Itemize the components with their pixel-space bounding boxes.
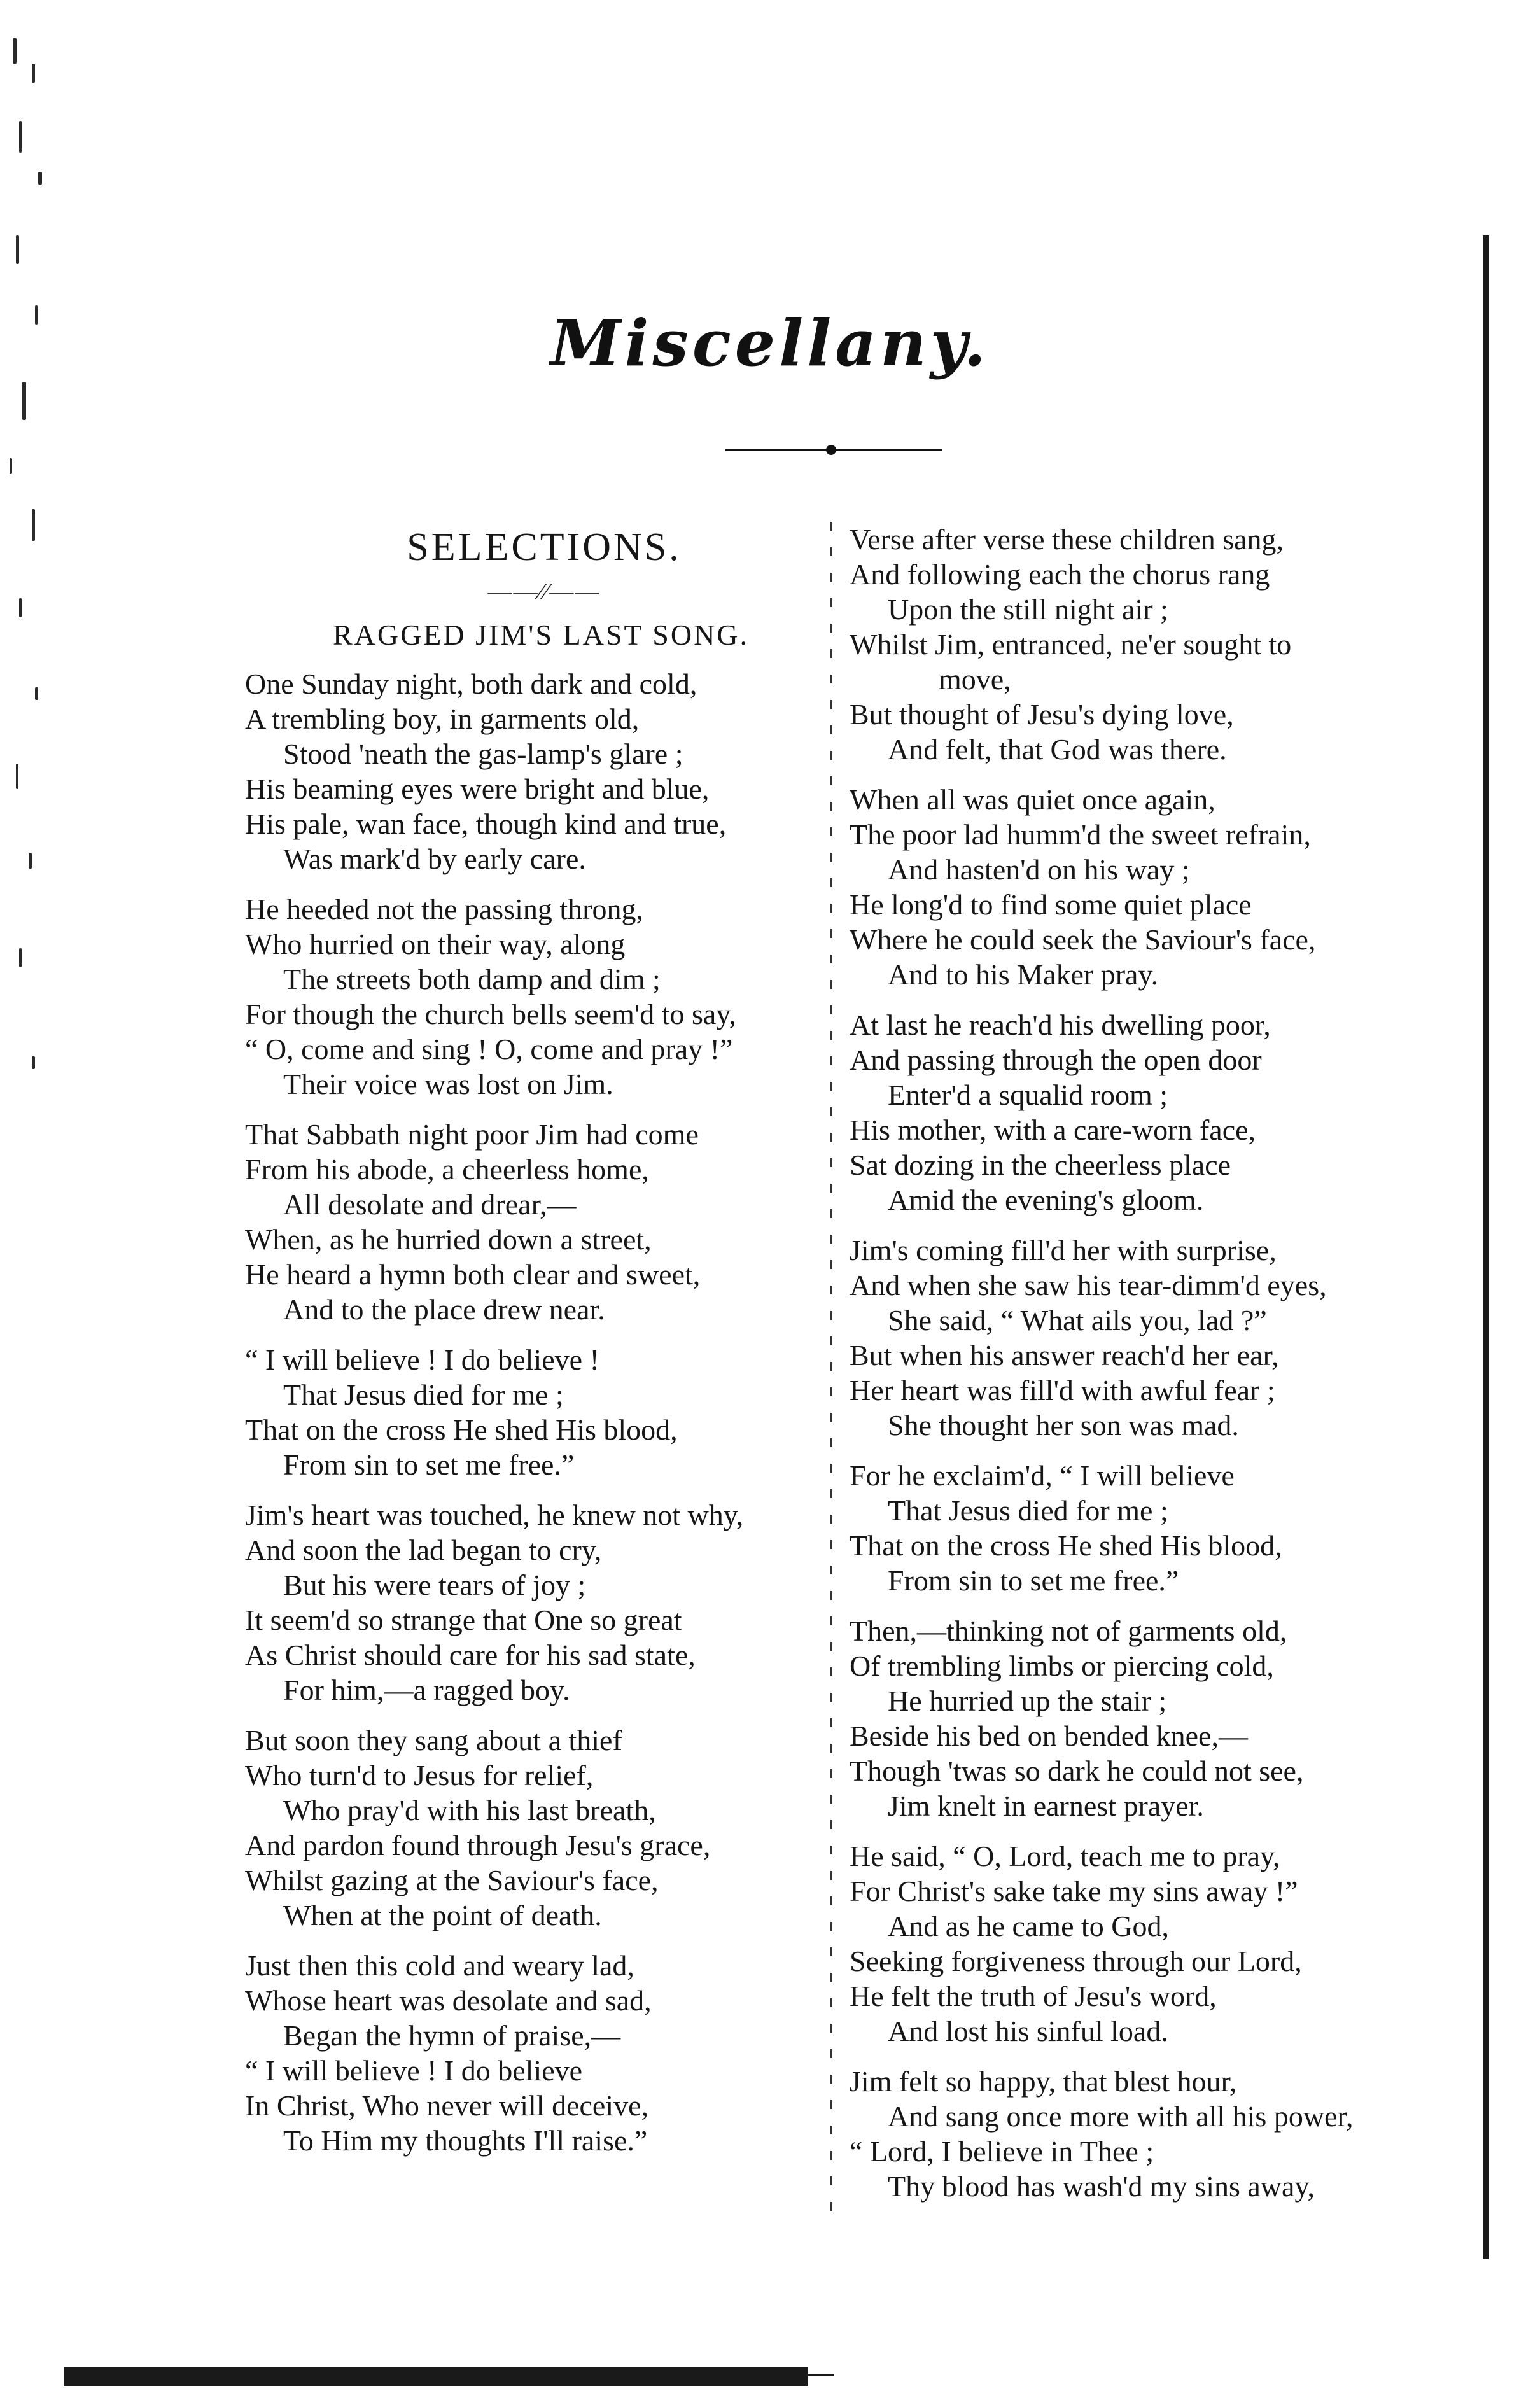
poem-line: And when she saw his tear-dimm'd eyes,: [850, 1269, 1327, 1301]
poem-line: And passing through the open door: [850, 1044, 1262, 1076]
poem-line: And sang once more with all his power,: [888, 2100, 1354, 2133]
poem-line: When, as he hurried down a street,: [245, 1223, 652, 1256]
stanza: [245, 1948, 818, 2158]
left-column: [245, 522, 818, 2173]
poem-line: At last he reach'd his dwelling poor,: [850, 1009, 1271, 1041]
poem-line: Then,—thinking not of garments old,: [850, 1615, 1287, 1647]
poem-line: From sin to set me free.”: [283, 1448, 575, 1481]
poem-line: His pale, wan face, though kind and true,: [245, 808, 727, 840]
poem-line: But thought of Jesu's dying love,: [850, 698, 1234, 731]
poem-line: When at the point of death.: [283, 1899, 602, 1931]
poem-line: But when his answer reach'd her ear,: [850, 1339, 1279, 1371]
poem-line: Amid the evening's gloom.: [888, 1184, 1204, 1216]
right-stanzas: [850, 522, 1422, 2204]
poem-line: When all was quiet once again,: [850, 783, 1215, 816]
poem-line: “ O, come and sing ! O, come and pray !”: [245, 1033, 733, 1065]
page-title: Miscellany.: [550, 305, 990, 381]
poem-line: To Him my thoughts I'll raise.”: [283, 2124, 648, 2157]
poem-line: Who pray'd with his last breath,: [283, 1794, 656, 1826]
left-stanzas: [245, 666, 818, 2158]
poem-line: That Sabbath night poor Jim had come: [245, 1118, 699, 1151]
poem-line: “ Lord, I believe in Thee ;: [850, 2135, 1154, 2168]
poem-line: Began the hymn of praise,—: [283, 2019, 621, 2052]
poem-line: All desolate and drear,—: [283, 1188, 577, 1221]
poem-line: And as he came to God,: [888, 1910, 1169, 1942]
poem-line: But soon they sang about a thief: [245, 1724, 622, 1756]
poem-line: From sin to set me free.”: [888, 1564, 1179, 1597]
stanza: [850, 1613, 1422, 1823]
poem-line: He heeded not the passing throng,: [245, 893, 643, 925]
poem-line: “ I will believe ! I do believe !: [245, 1343, 599, 1376]
poem-line: From his abode, a cheerless home,: [245, 1153, 649, 1186]
section-title: SELECTIONS.: [407, 526, 682, 569]
poem-line: Jim's heart was touched, he knew not why,: [245, 1499, 744, 1531]
right-column: [850, 522, 1422, 2219]
poem-line: And felt, that God was there.: [888, 733, 1227, 766]
scan-edge-rule-bottom: [64, 2367, 808, 2386]
poem-line: He long'd to find some quiet place: [850, 888, 1252, 921]
poem-line: The streets both damp and dim ;: [283, 963, 661, 995]
poem-line: Just then this cold and weary lad,: [245, 1949, 634, 1982]
stanza: [850, 2064, 1422, 2204]
poem-line: Who hurried on their way, along: [245, 928, 626, 960]
poem-line: And to the place drew near.: [283, 1293, 605, 1326]
poem-line: Who turn'd to Jesus for relief,: [245, 1759, 594, 1791]
poem-line: Verse after verse these children sang,: [850, 523, 1284, 556]
poem-line: It seem'd so strange that One so great: [245, 1604, 682, 1636]
poem-line: That Jesus died for me ;: [888, 1494, 1168, 1527]
poem-line: Her heart was fill'd with awful fear ;: [850, 1374, 1275, 1406]
poem-line: And soon the lad began to cry,: [245, 1534, 602, 1566]
stanza: [850, 1233, 1422, 1443]
poem-line: Thy blood has wash'd my sins away,: [888, 2170, 1315, 2203]
scan-edge-rule-right: [1483, 235, 1489, 2259]
poem-line: And following each the chorus rang: [850, 558, 1270, 591]
stanza: [245, 1342, 818, 1482]
stanza: [245, 1117, 818, 1327]
poem-line: His beaming eyes were bright and blue,: [245, 773, 710, 805]
poem-line: As Christ should care for his sad state,: [245, 1639, 696, 1671]
poem-title: RAGGED JIM'S LAST SONG.: [332, 619, 750, 651]
poem-line: Seeking forgiveness through our Lord,: [850, 1945, 1302, 1977]
poem-line: Beside his bed on bended knee,—: [850, 1720, 1248, 1752]
column-divider: [830, 522, 832, 2215]
poem-line: That Jesus died for me ;: [283, 1378, 564, 1411]
poem-line: For Christ's sake take my sins away !”: [850, 1875, 1298, 1907]
stanza: [850, 522, 1422, 767]
poem-line: Whilst gazing at the Saviour's face,: [245, 1864, 659, 1896]
scan-edge-specks: [0, 25, 57, 1171]
poem-line: A trembling boy, in garments old,: [245, 703, 640, 735]
poem-line: That on the cross He shed His blood,: [245, 1413, 678, 1446]
stanza: [245, 1497, 818, 1707]
poem-line: For him,—a ragged boy.: [283, 1674, 570, 1706]
poem-line: For though the church bells seem'd to say,: [245, 998, 736, 1030]
poem-line: Jim felt so happy, that blest hour,: [850, 2065, 1237, 2098]
stanza: [850, 1839, 1422, 2049]
stanza: [245, 892, 818, 1102]
stanza: [245, 666, 818, 876]
poem-line: Though 'twas so dark he could not see,: [850, 1755, 1304, 1787]
poem-line: Enter'd a squalid room ;: [888, 1079, 1168, 1111]
poem-line: For he exclaim'd, “ I will believe: [850, 1459, 1235, 1492]
poem-line: move,: [939, 663, 1011, 696]
poem-line: Sat dozing in the cheerless place: [850, 1149, 1231, 1181]
poem-line: He felt the truth of Jesu's word,: [850, 1980, 1217, 2012]
poem-line: Was mark'd by early care.: [283, 843, 586, 875]
poem-line: Their voice was lost on Jim.: [283, 1068, 613, 1100]
poem-line: She thought her son was mad.: [888, 1409, 1239, 1441]
poem-line: Where he could seek the Saviour's face,: [850, 923, 1316, 956]
poem-line: He hurried up the stair ;: [888, 1685, 1167, 1717]
poem-line: She said, “ What ails you, lad ?”: [888, 1304, 1267, 1336]
poem-line: Whose heart was desolate and sad,: [245, 1984, 652, 2017]
poem-line: Of trembling limbs or piercing cold,: [850, 1650, 1274, 1682]
poem-line: That on the cross He shed His blood,: [850, 1529, 1282, 1562]
poem-line: He heard a hymn both clear and sweet,: [245, 1258, 701, 1291]
poem-line: In Christ, Who never will deceive,: [245, 2089, 649, 2122]
stanza: [245, 1723, 818, 1933]
poem-line: “ I will believe ! I do believe: [245, 2054, 583, 2087]
poem-line: And to his Maker pray.: [888, 958, 1158, 991]
poem-line: But his were tears of joy ;: [283, 1569, 586, 1601]
stanza: [850, 1458, 1422, 1598]
poem-line: Jim knelt in earnest prayer.: [888, 1790, 1204, 1822]
poem-line: And hasten'd on his way ;: [888, 853, 1190, 886]
poem-line: Jim's coming fill'd her with surprise,: [850, 1234, 1277, 1266]
poem-line: Stood 'neath the gas-lamp's glare ;: [283, 738, 683, 770]
poem-line: Whilst Jim, entranced, ne'er sought to: [850, 628, 1292, 661]
section-ornament: ——∕∕——: [487, 578, 601, 605]
poem-line: And lost his sinful load.: [888, 2015, 1168, 2047]
stanza: [850, 1007, 1422, 1217]
poem-line: One Sunday night, both dark and cold,: [245, 668, 697, 700]
poem-line: The poor lad humm'd the sweet refrain,: [850, 818, 1311, 851]
poem-line: And pardon found through Jesu's grace,: [245, 1829, 711, 1861]
poem-line: His mother, with a care-worn face,: [850, 1114, 1256, 1146]
poem-line: Upon the still night air ;: [888, 593, 1168, 626]
title-divider-dot: [826, 445, 836, 455]
poem-line: He said, “ O, Lord, teach me to pray,: [850, 1840, 1280, 1872]
stanza: [850, 782, 1422, 992]
